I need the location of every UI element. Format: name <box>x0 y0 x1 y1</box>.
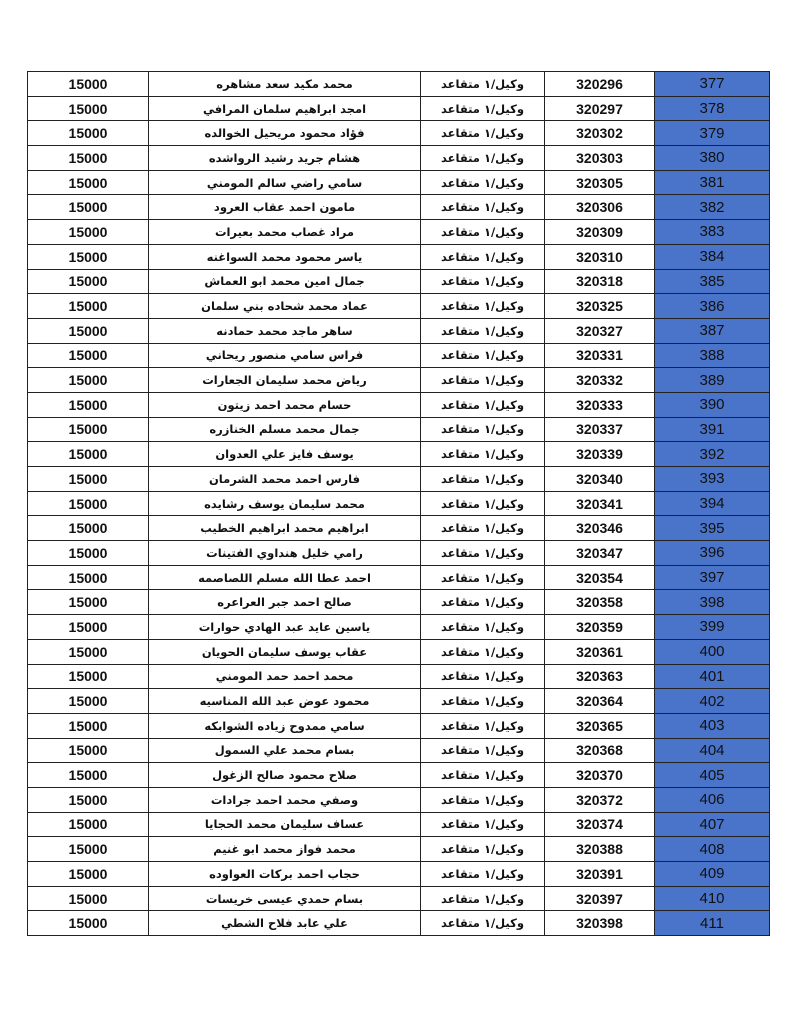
sequence-number-cell: 387 <box>655 318 770 343</box>
amount-cell: 15000 <box>28 664 149 689</box>
amount-cell: 15000 <box>28 516 149 541</box>
rank-cell: وكيل/١ متقاعد <box>421 318 545 343</box>
amount-cell: 15000 <box>28 763 149 788</box>
sequence-number-cell: 399 <box>655 615 770 640</box>
name-cell: فراس سامي منصور ريحاني <box>149 343 421 368</box>
table-row <box>28 269 770 294</box>
table-row <box>28 343 770 368</box>
id-cell: 320331 <box>545 343 655 368</box>
sequence-number-cell: 403 <box>655 713 770 738</box>
table-row <box>28 244 770 269</box>
sequence-number-cell: 400 <box>655 639 770 664</box>
name-cell: عساف سليمان محمد الحجايا <box>149 812 421 837</box>
id-cell: 320309 <box>545 220 655 245</box>
sequence-number-cell: 386 <box>655 294 770 319</box>
sequence-number-cell: 378 <box>655 96 770 121</box>
name-cell: محمد فواز محمد ابو غنيم <box>149 837 421 862</box>
name-cell: سامي راضي سالم المومني <box>149 170 421 195</box>
amount-cell: 15000 <box>28 886 149 911</box>
amount-cell: 15000 <box>28 837 149 862</box>
amount-cell: 15000 <box>28 220 149 245</box>
id-cell: 320306 <box>545 195 655 220</box>
sequence-number-cell: 390 <box>655 392 770 417</box>
sequence-number-cell: 385 <box>655 269 770 294</box>
name-cell: ساهر ماجد محمد حمادنه <box>149 318 421 343</box>
name-cell: حسام محمد احمد زيتون <box>149 392 421 417</box>
rank-cell: وكيل/١ متقاعد <box>421 146 545 171</box>
amount-cell: 15000 <box>28 787 149 812</box>
id-cell: 320354 <box>545 565 655 590</box>
amount-cell: 15000 <box>28 812 149 837</box>
id-cell: 320398 <box>545 911 655 936</box>
rank-cell: وكيل/١ متقاعد <box>421 664 545 689</box>
rank-cell: وكيل/١ متقاعد <box>421 121 545 146</box>
sequence-number-cell: 402 <box>655 689 770 714</box>
sequence-number-cell: 408 <box>655 837 770 862</box>
sequence-number-cell: 397 <box>655 565 770 590</box>
name-cell: محمد سليمان يوسف رشايده <box>149 491 421 516</box>
id-cell: 320346 <box>545 516 655 541</box>
table-row <box>28 713 770 738</box>
rank-cell: وكيل/١ متقاعد <box>421 343 545 368</box>
rank-cell: وكيل/١ متقاعد <box>421 294 545 319</box>
name-cell: احمد عطا الله مسلم اللصاصمه <box>149 565 421 590</box>
table-row <box>28 368 770 393</box>
rank-cell: وكيل/١ متقاعد <box>421 516 545 541</box>
sequence-number-cell: 389 <box>655 368 770 393</box>
sequence-number-cell: 384 <box>655 244 770 269</box>
rank-cell: وكيل/١ متقاعد <box>421 639 545 664</box>
name-cell: محمود عوض عبد الله المناسيه <box>149 689 421 714</box>
sequence-number-cell: 411 <box>655 911 770 936</box>
name-cell: صالح احمد جبر العراعره <box>149 590 421 615</box>
id-cell: 320359 <box>545 615 655 640</box>
amount-cell: 15000 <box>28 72 149 97</box>
id-cell: 320368 <box>545 738 655 763</box>
id-cell: 320364 <box>545 689 655 714</box>
table-row <box>28 639 770 664</box>
table-row <box>28 837 770 862</box>
rank-cell: وكيل/١ متقاعد <box>421 244 545 269</box>
id-cell: 320397 <box>545 886 655 911</box>
name-cell: يوسف فايز علي العدوان <box>149 442 421 467</box>
table-row <box>28 294 770 319</box>
name-cell: رياض محمد سليمان الجعارات <box>149 368 421 393</box>
id-cell: 320391 <box>545 862 655 887</box>
sequence-number-cell: 382 <box>655 195 770 220</box>
table-row <box>28 96 770 121</box>
id-cell: 320365 <box>545 713 655 738</box>
amount-cell: 15000 <box>28 541 149 566</box>
rank-cell: وكيل/١ متقاعد <box>421 787 545 812</box>
id-cell: 320296 <box>545 72 655 97</box>
amount-cell: 15000 <box>28 244 149 269</box>
rank-cell: وكيل/١ متقاعد <box>421 467 545 492</box>
table-row <box>28 689 770 714</box>
amount-cell: 15000 <box>28 738 149 763</box>
sequence-number-cell: 388 <box>655 343 770 368</box>
id-cell: 320327 <box>545 318 655 343</box>
rank-cell: وكيل/١ متقاعد <box>421 269 545 294</box>
sequence-number-cell: 381 <box>655 170 770 195</box>
sequence-number-cell: 407 <box>655 812 770 837</box>
id-cell: 320372 <box>545 787 655 812</box>
amount-cell: 15000 <box>28 467 149 492</box>
id-cell: 320347 <box>545 541 655 566</box>
rank-cell: وكيل/١ متقاعد <box>421 763 545 788</box>
id-cell: 320297 <box>545 96 655 121</box>
table-row <box>28 787 770 812</box>
id-cell: 320305 <box>545 170 655 195</box>
amount-cell: 15000 <box>28 442 149 467</box>
table-row <box>28 911 770 936</box>
name-cell: ياسين عايد عبد الهادي حوارات <box>149 615 421 640</box>
amount-cell: 15000 <box>28 689 149 714</box>
rank-cell: وكيل/١ متقاعد <box>421 590 545 615</box>
id-cell: 320358 <box>545 590 655 615</box>
table-row <box>28 72 770 97</box>
rank-cell: وكيل/١ متقاعد <box>421 886 545 911</box>
amount-cell: 15000 <box>28 121 149 146</box>
amount-cell: 15000 <box>28 639 149 664</box>
id-cell: 320388 <box>545 837 655 862</box>
amount-cell: 15000 <box>28 615 149 640</box>
name-cell: جمال محمد مسلم الخنازره <box>149 417 421 442</box>
amount-cell: 15000 <box>28 195 149 220</box>
id-cell: 320340 <box>545 467 655 492</box>
rank-cell: وكيل/١ متقاعد <box>421 96 545 121</box>
name-cell: ابراهيم محمد ابراهيم الخطيب <box>149 516 421 541</box>
sequence-number-cell: 406 <box>655 787 770 812</box>
rank-cell: وكيل/١ متقاعد <box>421 491 545 516</box>
id-cell: 320341 <box>545 491 655 516</box>
amount-cell: 15000 <box>28 318 149 343</box>
table-row <box>28 738 770 763</box>
table-row <box>28 664 770 689</box>
id-cell: 320332 <box>545 368 655 393</box>
name-cell: بسام حمدي عيسى خريسات <box>149 886 421 911</box>
table-row <box>28 565 770 590</box>
sequence-number-cell: 394 <box>655 491 770 516</box>
id-cell: 320325 <box>545 294 655 319</box>
name-cell: مراد غصاب محمد بعيرات <box>149 220 421 245</box>
table-row <box>28 121 770 146</box>
amount-cell: 15000 <box>28 417 149 442</box>
name-cell: رامي خليل هنداوي الفتينات <box>149 541 421 566</box>
name-cell: عقاب يوسف سليمان الحويان <box>149 639 421 664</box>
name-cell: علي عابد فلاح الشطي <box>149 911 421 936</box>
sequence-number-cell: 377 <box>655 72 770 97</box>
amount-cell: 15000 <box>28 170 149 195</box>
amount-cell: 15000 <box>28 343 149 368</box>
table-row <box>28 590 770 615</box>
rank-cell: وكيل/١ متقاعد <box>421 220 545 245</box>
rank-cell: وكيل/١ متقاعد <box>421 713 545 738</box>
roster-table <box>27 71 770 936</box>
id-cell: 320318 <box>545 269 655 294</box>
roster-table-body <box>28 72 770 936</box>
name-cell: سامي ممدوح زياده الشوابكه <box>149 713 421 738</box>
name-cell: امجد ابراهيم سلمان المرافي <box>149 96 421 121</box>
id-cell: 320337 <box>545 417 655 442</box>
rank-cell: وكيل/١ متقاعد <box>421 565 545 590</box>
rank-cell: وكيل/١ متقاعد <box>421 812 545 837</box>
table-row <box>28 318 770 343</box>
sequence-number-cell: 392 <box>655 442 770 467</box>
name-cell: حجاب احمد بركات العواوده <box>149 862 421 887</box>
table-row <box>28 862 770 887</box>
sequence-number-cell: 391 <box>655 417 770 442</box>
table-row <box>28 220 770 245</box>
table-row <box>28 417 770 442</box>
rank-cell: وكيل/١ متقاعد <box>421 837 545 862</box>
name-cell: جمال امين محمد ابو العماش <box>149 269 421 294</box>
table-row <box>28 886 770 911</box>
table-row <box>28 146 770 171</box>
name-cell: محمد احمد حمد المومني <box>149 664 421 689</box>
name-cell: عماد محمد شحاده بني سلمان <box>149 294 421 319</box>
table-row <box>28 392 770 417</box>
amount-cell: 15000 <box>28 565 149 590</box>
rank-cell: وكيل/١ متقاعد <box>421 392 545 417</box>
table-row <box>28 442 770 467</box>
id-cell: 320339 <box>545 442 655 467</box>
rank-cell: وكيل/١ متقاعد <box>421 417 545 442</box>
amount-cell: 15000 <box>28 590 149 615</box>
rank-cell: وكيل/١ متقاعد <box>421 72 545 97</box>
table-row <box>28 541 770 566</box>
name-cell: صلاح محمود صالح الزغول <box>149 763 421 788</box>
name-cell: بسام محمد علي السمول <box>149 738 421 763</box>
amount-cell: 15000 <box>28 911 149 936</box>
rank-cell: وكيل/١ متقاعد <box>421 615 545 640</box>
amount-cell: 15000 <box>28 862 149 887</box>
table-row <box>28 467 770 492</box>
rank-cell: وكيل/١ متقاعد <box>421 368 545 393</box>
rank-cell: وكيل/١ متقاعد <box>421 738 545 763</box>
sequence-number-cell: 398 <box>655 590 770 615</box>
sequence-number-cell: 409 <box>655 862 770 887</box>
id-cell: 320310 <box>545 244 655 269</box>
table-row <box>28 491 770 516</box>
rank-cell: وكيل/١ متقاعد <box>421 195 545 220</box>
id-cell: 320361 <box>545 639 655 664</box>
id-cell: 320363 <box>545 664 655 689</box>
sequence-number-cell: 395 <box>655 516 770 541</box>
rank-cell: وكيل/١ متقاعد <box>421 541 545 566</box>
name-cell: فارس احمد محمد الشرمان <box>149 467 421 492</box>
amount-cell: 15000 <box>28 713 149 738</box>
rank-cell: وكيل/١ متقاعد <box>421 862 545 887</box>
amount-cell: 15000 <box>28 294 149 319</box>
table-row <box>28 615 770 640</box>
rank-cell: وكيل/١ متقاعد <box>421 442 545 467</box>
sequence-number-cell: 410 <box>655 886 770 911</box>
amount-cell: 15000 <box>28 392 149 417</box>
amount-cell: 15000 <box>28 368 149 393</box>
id-cell: 320374 <box>545 812 655 837</box>
sequence-number-cell: 404 <box>655 738 770 763</box>
sequence-number-cell: 401 <box>655 664 770 689</box>
name-cell: هشام جريد رشيد الرواشده <box>149 146 421 171</box>
name-cell: وصفي محمد احمد جرادات <box>149 787 421 812</box>
table-row <box>28 195 770 220</box>
amount-cell: 15000 <box>28 146 149 171</box>
table-row <box>28 516 770 541</box>
amount-cell: 15000 <box>28 491 149 516</box>
amount-cell: 15000 <box>28 96 149 121</box>
sequence-number-cell: 380 <box>655 146 770 171</box>
id-cell: 320333 <box>545 392 655 417</box>
name-cell: فؤاد محمود مريحيل الخوالده <box>149 121 421 146</box>
amount-cell: 15000 <box>28 269 149 294</box>
sequence-number-cell: 396 <box>655 541 770 566</box>
rank-cell: وكيل/١ متقاعد <box>421 170 545 195</box>
sequence-number-cell: 379 <box>655 121 770 146</box>
name-cell: مامون احمد عقاب العرود <box>149 195 421 220</box>
table-row <box>28 170 770 195</box>
rank-cell: وكيل/١ متقاعد <box>421 911 545 936</box>
sequence-number-cell: 383 <box>655 220 770 245</box>
name-cell: محمد مكيد سعد مشاهره <box>149 72 421 97</box>
table-row <box>28 763 770 788</box>
table-row <box>28 812 770 837</box>
id-cell: 320370 <box>545 763 655 788</box>
id-cell: 320302 <box>545 121 655 146</box>
id-cell: 320303 <box>545 146 655 171</box>
sequence-number-cell: 405 <box>655 763 770 788</box>
name-cell: ياسر محمود محمد السواغنه <box>149 244 421 269</box>
sequence-number-cell: 393 <box>655 467 770 492</box>
rank-cell: وكيل/١ متقاعد <box>421 689 545 714</box>
